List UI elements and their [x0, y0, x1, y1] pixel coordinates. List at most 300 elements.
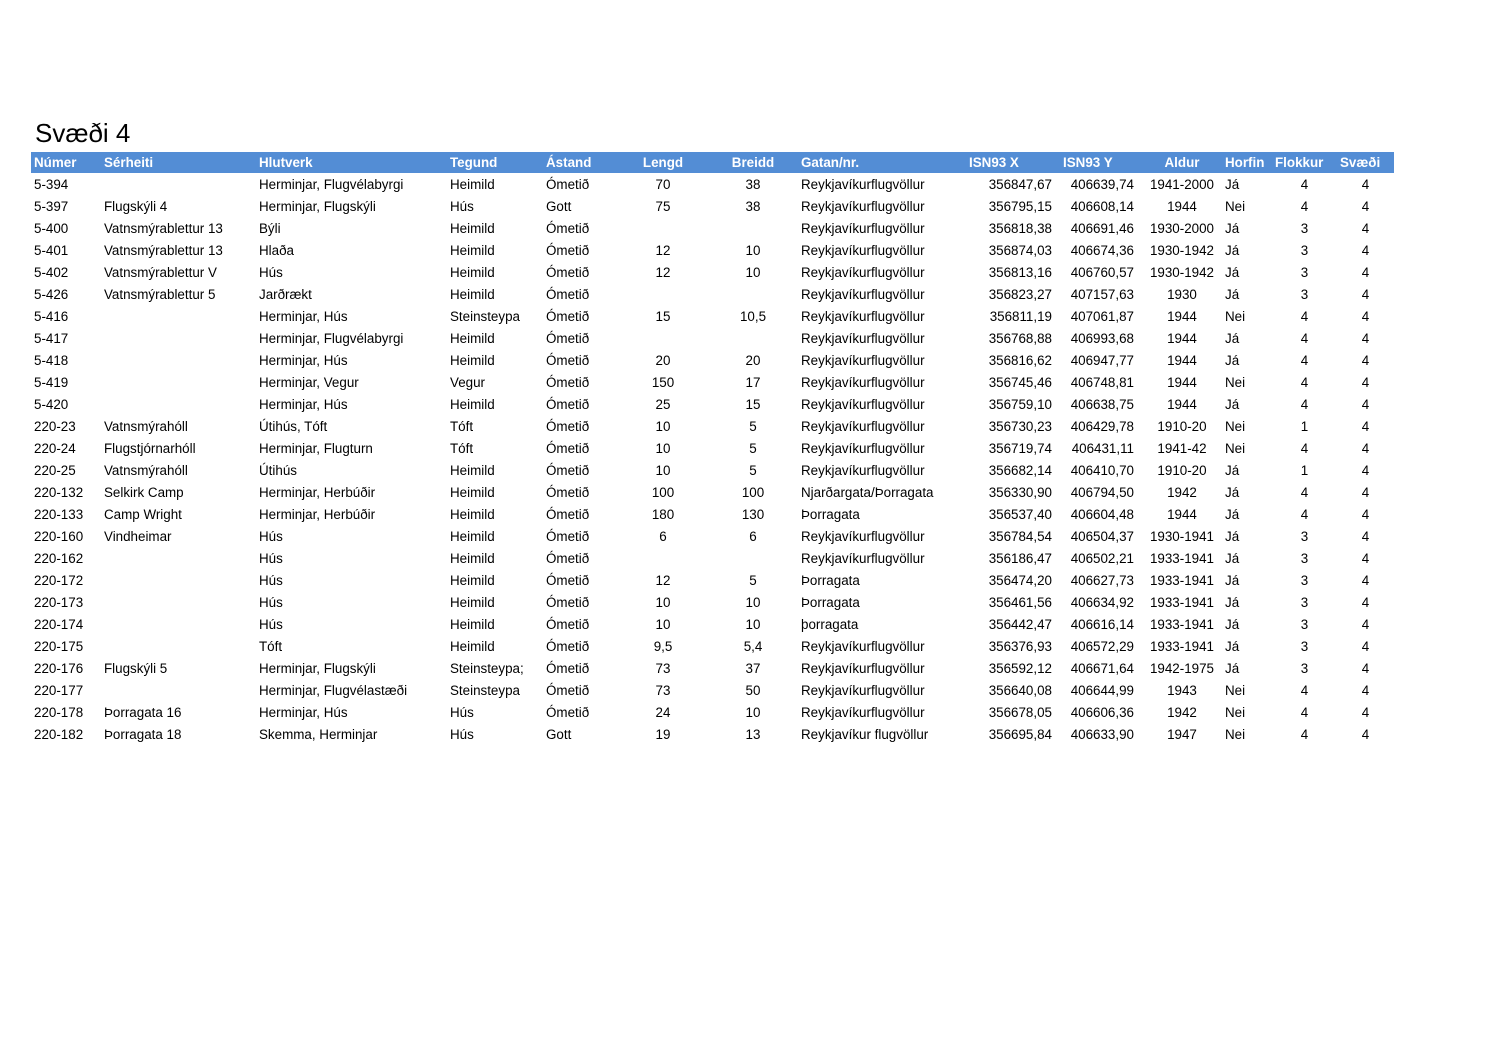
cell-horfin: Já	[1225, 286, 1240, 302]
cell-astand: Ómetið	[546, 176, 590, 192]
cell-numer: 220-24	[34, 440, 76, 456]
cell-tegund: Heimild	[450, 462, 495, 478]
cell-isn93x: 356847,67	[988, 176, 1052, 192]
cell-tegund: Tóft	[450, 418, 474, 434]
cell-hlutverk: Býli	[259, 220, 281, 236]
cell-flokkur: 4	[1300, 484, 1309, 500]
cell-isn93y: 406674,36	[1070, 242, 1134, 258]
col-header-isn93y: ISN93 Y	[1060, 152, 1142, 173]
cell-gatan: Reykjavíkurflugvöllur	[801, 242, 925, 258]
cell-svaedi: 4	[1361, 660, 1370, 676]
cell-aldur: 1910-20	[1157, 418, 1207, 434]
table-row	[31, 393, 1394, 415]
cell-isn93y: 406429,78	[1070, 418, 1134, 434]
cell-horfin: Já	[1225, 506, 1240, 522]
cell-astand: Gott	[546, 198, 572, 214]
cell-isn93y: 407061,87	[1070, 308, 1134, 324]
cell-isn93x: 356537,40	[988, 506, 1052, 522]
cell-isn93y: 406691,46	[1070, 220, 1134, 236]
cell-flokkur: 4	[1300, 352, 1309, 368]
cell-lengd	[618, 283, 708, 305]
cell-aldur: 1933-1941	[1149, 572, 1215, 588]
header-row	[31, 152, 1394, 173]
cell-isn93y: 406604,48	[1070, 506, 1134, 522]
cell-isn93y: 406760,57	[1070, 264, 1134, 280]
cell-tegund: Heimild	[450, 484, 495, 500]
cell-serheiti	[101, 547, 256, 569]
cell-astand: Ómetið	[546, 682, 590, 698]
table-row	[31, 173, 1394, 195]
cell-flokkur: 3	[1300, 616, 1309, 632]
cell-svaedi: 4	[1361, 330, 1370, 346]
cell-lengd	[618, 327, 708, 349]
cell-aldur: 1930-1942	[1149, 242, 1215, 258]
cell-hlutverk: Herminjar, Hús	[259, 308, 348, 324]
cell-horfin: Nei	[1225, 198, 1246, 214]
cell-horfin: Nei	[1225, 704, 1246, 720]
cell-svaedi: 4	[1361, 572, 1370, 588]
cell-hlutverk: Herminjar, Flugskýli	[259, 660, 376, 676]
cell-hlutverk: Herminjar, Vegur	[259, 374, 359, 390]
col-header-numer: Númer	[31, 152, 101, 173]
cell-flokkur: 3	[1300, 242, 1309, 258]
cell-lengd: 12	[655, 242, 671, 258]
cell-aldur: 1941-2000	[1149, 176, 1215, 192]
cell-hlutverk: Hlaða	[259, 242, 294, 258]
cell-astand: Ómetið	[546, 484, 590, 500]
page-title: Svæði 4	[35, 118, 131, 148]
cell-numer: 220-23	[34, 418, 76, 434]
cell-serheiti: Flugskýli 4	[104, 198, 168, 214]
col-header-gatan: Gatan/nr.	[798, 152, 966, 173]
cell-gatan: Reykjavíkurflugvöllur	[801, 682, 925, 698]
cell-isn93y: 406639,74	[1070, 176, 1134, 192]
col-header-isn93x: ISN93 X	[966, 152, 1060, 173]
cell-tegund: Heimild	[450, 506, 495, 522]
cell-breidd	[708, 547, 798, 569]
cell-breidd: 5,4	[743, 638, 763, 654]
cell-isn93x: 356816,62	[988, 352, 1052, 368]
cell-breidd: 10,5	[739, 308, 767, 324]
cell-isn93y: 406572,29	[1070, 638, 1134, 654]
col-header-horfin: Horfin	[1222, 152, 1272, 173]
cell-astand: Ómetið	[546, 594, 590, 610]
cell-tegund: Heimild	[450, 616, 495, 632]
cell-svaedi: 4	[1361, 418, 1370, 434]
cell-hlutverk: Útihús	[259, 462, 297, 478]
cell-svaedi: 4	[1361, 616, 1370, 632]
cell-lengd: 6	[659, 528, 667, 544]
cell-isn93x: 356186,47	[988, 550, 1052, 566]
cell-svaedi: 4	[1361, 440, 1370, 456]
cell-numer: 220-132	[34, 484, 84, 500]
cell-serheiti: Vatnsmýrablettur 5	[104, 286, 216, 302]
cell-hlutverk: Hús	[259, 264, 283, 280]
cell-breidd: 5	[749, 418, 757, 434]
cell-lengd: 70	[655, 176, 671, 192]
cell-lengd	[618, 547, 708, 569]
cell-horfin: Nei	[1225, 682, 1246, 698]
cell-breidd: 5	[749, 462, 757, 478]
cell-svaedi: 4	[1361, 308, 1370, 324]
cell-numer: 5-416	[34, 308, 69, 324]
table-row	[31, 437, 1394, 459]
col-header-lengd: Lengd	[618, 152, 708, 173]
cell-astand: Ómetið	[546, 638, 590, 654]
table-row	[31, 305, 1394, 327]
cell-astand: Ómetið	[546, 330, 590, 346]
cell-numer: 5-418	[34, 352, 69, 368]
cell-astand: Ómetið	[546, 308, 590, 324]
cell-gatan: Reykjavíkurflugvöllur	[801, 396, 925, 412]
cell-lengd: 20	[655, 352, 671, 368]
cell-isn93y: 406671,64	[1070, 660, 1134, 676]
cell-gatan: Reykjavíkurflugvöllur	[801, 660, 925, 676]
cell-horfin: Já	[1225, 594, 1240, 610]
table-row	[31, 701, 1394, 723]
cell-aldur: 1930-2000	[1149, 220, 1215, 236]
cell-numer: 220-182	[34, 726, 84, 742]
table-row	[31, 635, 1394, 657]
cell-horfin: Já	[1225, 176, 1240, 192]
cell-serheiti: Vatnsmýrablettur 13	[104, 220, 223, 236]
cell-lengd: 10	[655, 418, 671, 434]
cell-lengd	[618, 217, 708, 239]
table-row	[31, 503, 1394, 525]
cell-flokkur: 4	[1300, 308, 1309, 324]
cell-hlutverk: Herminjar, Herbúðir	[259, 484, 376, 500]
cell-tegund: Hús	[450, 726, 474, 742]
cell-horfin: Já	[1225, 264, 1240, 280]
cell-gatan: Reykjavíkurflugvöllur	[801, 550, 925, 566]
cell-hlutverk: Herminjar, Flugturn	[259, 440, 373, 456]
cell-astand: Ómetið	[546, 264, 590, 280]
cell-tegund: Heimild	[450, 396, 495, 412]
cell-hlutverk: Herminjar, Flugvélastæði	[259, 682, 408, 698]
cell-aldur: 1930	[1167, 286, 1197, 302]
cell-numer: 5-400	[34, 220, 69, 236]
cell-gatan: Reykjavíkurflugvöllur	[801, 704, 925, 720]
cell-breidd: 10	[745, 242, 761, 258]
col-header-flokkur: Flokkur	[1272, 152, 1337, 173]
cell-aldur: 1947	[1167, 726, 1197, 742]
cell-flokkur: 4	[1300, 198, 1309, 214]
cell-isn93x: 356719,74	[988, 440, 1052, 456]
cell-tegund: Heimild	[450, 352, 495, 368]
cell-aldur: 1930-1941	[1149, 528, 1215, 544]
cell-isn93x: 356640,08	[988, 682, 1052, 698]
cell-isn93x: 356745,46	[988, 374, 1052, 390]
cell-lengd: 24	[655, 704, 671, 720]
cell-numer: 220-160	[34, 528, 84, 544]
cell-tegund: Steinsteypa	[450, 308, 520, 324]
cell-numer: 5-426	[34, 286, 69, 302]
table-row	[31, 217, 1394, 239]
cell-tegund: Heimild	[450, 264, 495, 280]
table-row	[31, 349, 1394, 371]
cell-serheiti: Vindheimar	[104, 528, 172, 544]
cell-gatan: Reykjavíkurflugvöllur	[801, 220, 925, 236]
cell-serheiti: Vatnsmýrablettur 13	[104, 242, 223, 258]
cell-aldur: 1944	[1167, 330, 1197, 346]
cell-serheiti	[101, 635, 256, 657]
cell-astand: Ómetið	[546, 352, 590, 368]
col-header-aldur: Aldur	[1142, 152, 1222, 173]
cell-hlutverk: Skemma, Herminjar	[259, 726, 378, 742]
cell-breidd: 5	[749, 440, 757, 456]
cell-numer: 220-133	[34, 506, 84, 522]
cell-isn93x: 356474,20	[988, 572, 1052, 588]
cell-hlutverk: Hús	[259, 616, 283, 632]
cell-breidd: 15	[745, 396, 761, 412]
table-row	[31, 481, 1394, 503]
cell-tegund: Heimild	[450, 572, 495, 588]
table-row	[31, 283, 1394, 305]
cell-astand: Ómetið	[546, 572, 590, 588]
cell-horfin: Já	[1225, 352, 1240, 368]
cell-breidd: 13	[745, 726, 761, 742]
cell-svaedi: 4	[1361, 484, 1370, 500]
cell-lengd: 10	[655, 616, 671, 632]
cell-svaedi: 4	[1361, 462, 1370, 478]
table-row	[31, 327, 1394, 349]
cell-astand: Ómetið	[546, 528, 590, 544]
cell-isn93x: 356768,88	[988, 330, 1052, 346]
col-header-hlutverk: Hlutverk	[256, 152, 447, 173]
cell-breidd: 10	[745, 704, 761, 720]
cell-svaedi: 4	[1361, 506, 1370, 522]
cell-hlutverk: Tóft	[259, 638, 283, 654]
cell-aldur: 1943	[1167, 682, 1197, 698]
cell-svaedi: 4	[1361, 176, 1370, 192]
cell-aldur: 1910-20	[1157, 462, 1207, 478]
table-row	[31, 679, 1394, 701]
cell-breidd: 10	[745, 264, 761, 280]
col-header-serheiti: Sérheiti	[101, 152, 256, 173]
cell-gatan: Reykjavíkur flugvöllur	[801, 726, 929, 742]
cell-numer: 220-172	[34, 572, 84, 588]
cell-gatan: Þorragata	[801, 506, 860, 522]
cell-lengd: 19	[655, 726, 671, 742]
cell-tegund: Steinsteypa;	[450, 660, 524, 676]
cell-hlutverk: Herminjar, Herbúðir	[259, 506, 376, 522]
cell-horfin: Já	[1225, 550, 1240, 566]
cell-svaedi: 4	[1361, 638, 1370, 654]
cell-astand: Ómetið	[546, 220, 590, 236]
cell-lengd: 10	[655, 462, 671, 478]
cell-flokkur: 3	[1300, 528, 1309, 544]
cell-hlutverk: Hús	[259, 550, 283, 566]
cell-flokkur: 3	[1300, 550, 1309, 566]
cell-gatan: Reykjavíkurflugvöllur	[801, 638, 925, 654]
cell-isn93y: 406644,99	[1070, 682, 1134, 698]
cell-horfin: Já	[1225, 660, 1240, 676]
cell-horfin: Nei	[1225, 440, 1246, 456]
cell-aldur: 1944	[1167, 352, 1197, 368]
col-header-tegund: Tegund	[447, 152, 543, 173]
cell-serheiti	[101, 173, 256, 195]
cell-isn93x: 356784,54	[988, 528, 1052, 544]
cell-isn93x: 356330,90	[988, 484, 1052, 500]
cell-serheiti: Vatnsmýrablettur V	[104, 264, 217, 280]
table-row	[31, 371, 1394, 393]
cell-numer: 220-174	[34, 616, 84, 632]
cell-svaedi: 4	[1361, 352, 1370, 368]
cell-lengd: 25	[655, 396, 671, 412]
cell-svaedi: 4	[1361, 264, 1370, 280]
cell-flokkur: 4	[1300, 704, 1309, 720]
cell-breidd: 100	[741, 484, 765, 500]
cell-lengd: 180	[651, 506, 675, 522]
cell-numer: 220-176	[34, 660, 84, 676]
cell-aldur: 1933-1941	[1149, 594, 1215, 610]
cell-tegund: Heimild	[450, 550, 495, 566]
cell-gatan: Njarðargata/Þorragata	[801, 484, 934, 500]
cell-astand: Ómetið	[546, 396, 590, 412]
col-header-astand: Ástand	[543, 152, 618, 173]
cell-flokkur: 4	[1300, 176, 1309, 192]
cell-astand: Ómetið	[546, 462, 590, 478]
cell-lengd: 73	[655, 682, 671, 698]
cell-horfin: Já	[1225, 396, 1240, 412]
cell-numer: 220-173	[34, 594, 84, 610]
table-row	[31, 569, 1394, 591]
cell-isn93x: 356695,84	[988, 726, 1052, 742]
cell-aldur: 1933-1941	[1149, 616, 1215, 632]
cell-lengd: 12	[655, 264, 671, 280]
cell-lengd: 9,5	[653, 638, 673, 654]
cell-hlutverk: Jarðrækt	[259, 286, 312, 302]
cell-aldur: 1944	[1167, 308, 1197, 324]
cell-gatan: Reykjavíkurflugvöllur	[801, 198, 925, 214]
cell-horfin: Nei	[1225, 374, 1246, 390]
table-row	[31, 613, 1394, 635]
cell-breidd: 20	[745, 352, 761, 368]
cell-aldur: 1942	[1167, 484, 1197, 500]
cell-astand: Ómetið	[546, 616, 590, 632]
cell-tegund: Vegur	[450, 374, 485, 390]
cell-isn93x: 356818,38	[988, 220, 1052, 236]
cell-isn93x: 356813,16	[988, 264, 1052, 280]
cell-isn93y: 406627,73	[1070, 572, 1134, 588]
cell-serheiti	[101, 679, 256, 701]
cell-svaedi: 4	[1361, 220, 1370, 236]
cell-breidd: 38	[745, 176, 761, 192]
col-header-breidd: Breidd	[708, 152, 798, 173]
cell-numer: 5-401	[34, 242, 69, 258]
cell-isn93y: 406748,81	[1070, 374, 1134, 390]
table-row	[31, 239, 1394, 261]
cell-lengd: 10	[655, 594, 671, 610]
cell-isn93y: 407157,63	[1070, 286, 1134, 302]
cell-isn93y: 406947,77	[1070, 352, 1134, 368]
cell-isn93y: 406794,50	[1070, 484, 1134, 500]
cell-svaedi: 4	[1361, 198, 1370, 214]
cell-aldur: 1930-1942	[1149, 264, 1215, 280]
cell-breidd: 6	[749, 528, 757, 544]
cell-isn93x: 356678,05	[988, 704, 1052, 720]
cell-isn93x: 356759,10	[988, 396, 1052, 412]
cell-lengd: 10	[655, 440, 671, 456]
cell-serheiti	[101, 591, 256, 613]
cell-numer: 5-397	[34, 198, 69, 214]
cell-aldur: 1942	[1167, 704, 1197, 720]
cell-gatan: Reykjavíkurflugvöllur	[801, 308, 925, 324]
cell-serheiti	[101, 393, 256, 415]
cell-flokkur: 4	[1300, 726, 1309, 742]
cell-tegund: Heimild	[450, 528, 495, 544]
cell-isn93x: 356592,12	[988, 660, 1052, 676]
cell-horfin: Nei	[1225, 308, 1246, 324]
cell-aldur: 1944	[1167, 506, 1197, 522]
cell-isn93y: 406606,36	[1070, 704, 1134, 720]
cell-gatan: Reykjavíkurflugvöllur	[801, 440, 925, 456]
cell-isn93y: 406608,14	[1070, 198, 1134, 214]
cell-svaedi: 4	[1361, 286, 1370, 302]
cell-svaedi: 4	[1361, 374, 1370, 390]
cell-astand: Ómetið	[546, 440, 590, 456]
cell-hlutverk: Herminjar, Flugvélabyrgi	[259, 330, 404, 346]
cell-astand: Gott	[546, 726, 572, 742]
cell-tegund: Heimild	[450, 638, 495, 654]
cell-flokkur: 4	[1300, 682, 1309, 698]
cell-serheiti: Þorragata 16	[104, 704, 182, 720]
cell-isn93y: 406633,90	[1070, 726, 1134, 742]
cell-numer: 5-402	[34, 264, 69, 280]
cell-serheiti: Flugstjórnarhóll	[104, 440, 196, 456]
cell-tegund: Hús	[450, 198, 474, 214]
cell-breidd	[708, 283, 798, 305]
cell-isn93x: 356795,15	[988, 198, 1052, 214]
cell-breidd: 130	[741, 506, 765, 522]
cell-numer: 5-420	[34, 396, 69, 412]
cell-gatan: Þorragata	[801, 572, 860, 588]
cell-flokkur: 4	[1300, 374, 1309, 390]
cell-serheiti: Vatnsmýrahóll	[104, 418, 188, 434]
cell-breidd: 10	[745, 616, 761, 632]
cell-svaedi: 4	[1361, 528, 1370, 544]
cell-flokkur: 1	[1300, 462, 1309, 478]
cell-flokkur: 3	[1300, 594, 1309, 610]
cell-astand: Ómetið	[546, 660, 590, 676]
cell-flokkur: 4	[1300, 440, 1309, 456]
cell-horfin: Já	[1225, 330, 1240, 346]
cell-aldur: 1944	[1167, 198, 1197, 214]
cell-astand: Ómetið	[546, 242, 590, 258]
cell-flokkur: 1	[1300, 418, 1309, 434]
cell-astand: Ómetið	[546, 550, 590, 566]
cell-breidd: 17	[745, 374, 761, 390]
cell-astand: Ómetið	[546, 374, 590, 390]
cell-flokkur: 3	[1300, 572, 1309, 588]
col-header-svaedi: Svæði	[1337, 152, 1394, 173]
table-row	[31, 525, 1394, 547]
cell-horfin: Já	[1225, 484, 1240, 500]
cell-astand: Ómetið	[546, 506, 590, 522]
cell-lengd: 15	[655, 308, 671, 324]
cell-horfin: Já	[1225, 616, 1240, 632]
cell-serheiti	[101, 305, 256, 327]
table-row	[31, 261, 1394, 283]
cell-lengd: 150	[651, 374, 675, 390]
cell-tegund: Heimild	[450, 220, 495, 236]
cell-isn93x: 356823,27	[988, 286, 1052, 302]
cell-lengd: 73	[655, 660, 671, 676]
cell-aldur: 1944	[1167, 396, 1197, 412]
cell-lengd: 75	[655, 198, 671, 214]
cell-numer: 220-162	[34, 550, 84, 566]
cell-isn93y: 406993,68	[1070, 330, 1134, 346]
